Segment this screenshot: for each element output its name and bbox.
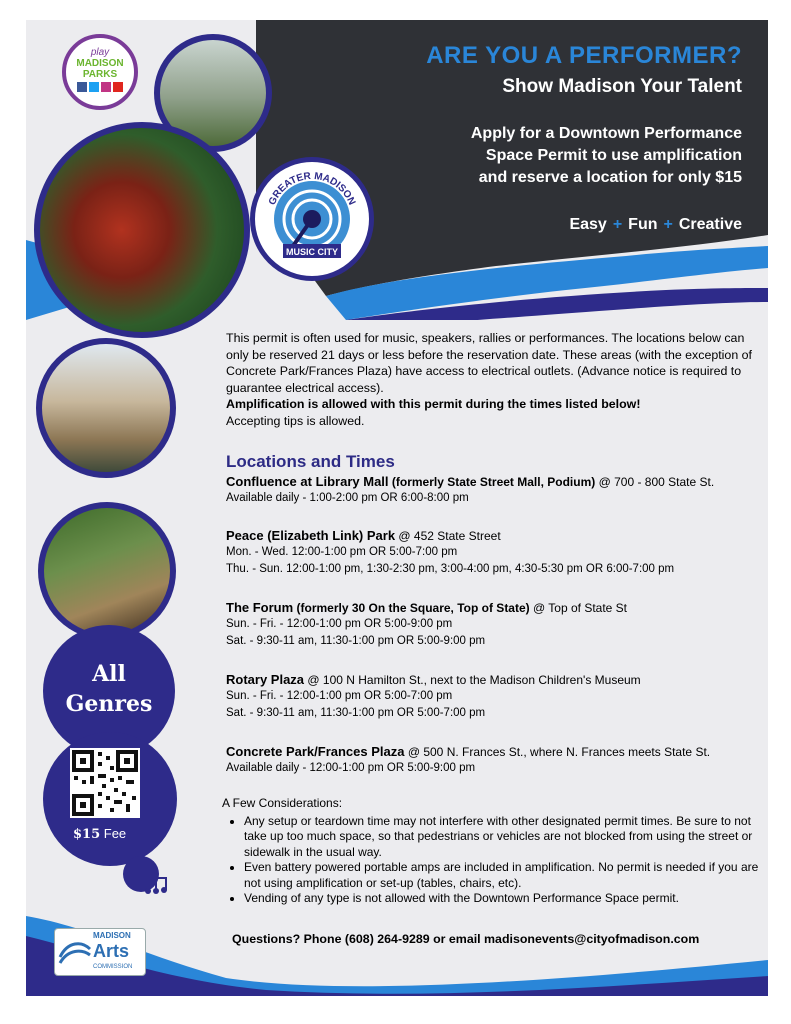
description-text: This permit is often used for music, speakers, rallies or performances. The locations below can only be reserved 21 days or less before the reservation date. These areas (with the exception of Concrete Park/Frances Plaza) have access to electrical outlets. (Advance notice is required to guarantee electrical access). (226, 331, 752, 395)
tagline-easy: Easy (569, 216, 607, 233)
location-name-line (226, 528, 766, 543)
play-logo-line-3: PARKS (82, 69, 118, 80)
tagline (406, 216, 742, 234)
play-logo-line-2: MADISON (76, 58, 124, 69)
location-hours: Sat. - 9:30-11 am, 11:30-1:00 pm OR 5:00-7:00 pm (226, 707, 486, 719)
youtube-icon[interactable] (113, 82, 123, 92)
location-note: (formerly 30 On the Square, Top of State) (293, 601, 530, 615)
twitter-icon[interactable] (89, 82, 99, 92)
consideration-item: • Any setup or teardown time may not interfere with other designated permit times. Be sure to not take up too much space, so that pedestrians or vehicles are not blocked from using the street or sidewalk in the usual way. (244, 814, 762, 861)
permit-intro (406, 123, 742, 189)
tagline-creative: Creative (678, 216, 742, 233)
music-note-icon (144, 876, 168, 894)
location-name: Confluence at Library Mall (226, 474, 389, 489)
subheadline: Show Madison Your Talent (502, 76, 742, 97)
social-icons (66, 82, 134, 92)
location-name: Rotary Plaza (226, 672, 305, 687)
photo-guitarist (38, 502, 176, 640)
location-rotary-plaza (226, 672, 766, 721)
location-hours: Sun. - Fri. - 12:00-1:00 pm OR 5:00-7:00 pm (226, 690, 453, 702)
genres-line-2: Genres (65, 691, 153, 717)
contact-line[interactable]: Questions? Phone (608) 264-9289 or email madisonevents@cityofmadison.com (232, 932, 700, 946)
music-city-emblem (255, 162, 369, 276)
facebook-icon[interactable] (77, 82, 87, 92)
music-city-top-text: GREATER MADISON (266, 170, 358, 207)
location-name: Concrete Park/Frances Plaza (226, 744, 405, 759)
location-address: @ 100 N Hamilton St., next to the Madison Children's Museum (304, 673, 641, 687)
location-address: @ 700 - 800 State St. (595, 475, 715, 489)
location-name-line (226, 600, 766, 615)
location-concrete-park (226, 744, 766, 776)
location-peace-park (226, 528, 766, 577)
location-note: (formerly State Street Mall, Podium) (388, 475, 596, 489)
location-hours: Sat. - 9:30-11 am, 11:30-1:00 pm OR 5:00-9:00 pm (226, 635, 486, 647)
qr-code-icon[interactable] (70, 748, 140, 818)
genres-line-1: All (92, 661, 126, 687)
instagram-icon[interactable] (101, 82, 111, 92)
photo-dancers (34, 122, 250, 338)
plus-icon: + (663, 216, 673, 233)
tagline-fun: Fun (628, 216, 658, 233)
arts-logo-line-2: Arts (93, 941, 130, 961)
location-address: @ 500 N. Frances St., where N. Frances meets State St. (404, 745, 711, 759)
considerations-list (222, 814, 762, 907)
location-name-line (226, 744, 766, 759)
fee-word: Fee (100, 826, 127, 841)
amplification-note: Amplification is allowed with this permit during the times listed below! (226, 397, 641, 411)
madison-arts-commission-logo (54, 928, 146, 976)
consideration-item: • Even battery powered portable amps are included in amplification. No permit is needed if you are not using amplification or set-up (tables, chairs, etc). (244, 860, 762, 891)
location-name: Peace (Elizabeth Link) Park (226, 528, 396, 543)
location-hours: Sun. - Fri. - 12:00-1:00 pm OR 5:00-9:00 pm (226, 618, 453, 630)
location-hours: Thu. - Sun. 12:00-1:00 pm, 1:30-2:30 pm, 3:00-4:00 pm, 4:30-5:30 pm OR 6:00-7:00 pm (226, 563, 675, 575)
flyer-page (26, 20, 768, 996)
intro-line-3: and reserve a location for only $15 (478, 169, 742, 186)
greater-madison-music-city-logo (250, 157, 374, 281)
intro-line-1: Apply for a Downtown Performance (470, 125, 742, 142)
location-hours: Available daily - 12:00-1:00 pm OR 5:00-9:00 pm (226, 762, 476, 774)
location-name: The Forum (226, 600, 294, 615)
location-hours: Mon. - Wed. 12:00-1:00 pm OR 5:00-7:00 pm (226, 546, 458, 558)
fee-amount: $15 (73, 827, 101, 842)
intro-line-2: Space Permit to use amplification (485, 147, 742, 164)
headline: ARE YOU A PERFORMER? (426, 42, 742, 69)
music-city-bottom-text: MUSIC CITY (285, 247, 339, 257)
location-address: @ 452 State Street (395, 529, 501, 543)
location-confluence (226, 474, 766, 506)
location-name-line (226, 672, 766, 687)
location-name-line (226, 474, 766, 489)
permit-description (226, 330, 756, 429)
location-forum (226, 600, 766, 649)
arts-wave-icon (58, 937, 92, 967)
considerations-title: A Few Considerations: (222, 796, 343, 810)
play-logo-line-1: play (90, 47, 110, 58)
photo-building (36, 338, 176, 478)
considerations (222, 796, 762, 907)
location-address: @ Top of State St (529, 601, 628, 615)
consideration-item: • Vending of any type is not allowed with the Downtown Performance Space permit. (244, 891, 762, 907)
fee-label (73, 826, 126, 842)
plus-icon: + (612, 216, 623, 233)
arts-logo-line-1: MADISON (93, 931, 131, 940)
locations-heading: Locations and Times (226, 452, 395, 471)
play-madison-parks-logo (62, 34, 138, 110)
tips-note: Accepting tips is allowed. (226, 413, 365, 428)
arts-logo-line-3: COMMISSION (93, 964, 133, 970)
location-hours: Available daily - 1:00-2:00 pm OR 6:00-8:00 pm (226, 492, 469, 504)
